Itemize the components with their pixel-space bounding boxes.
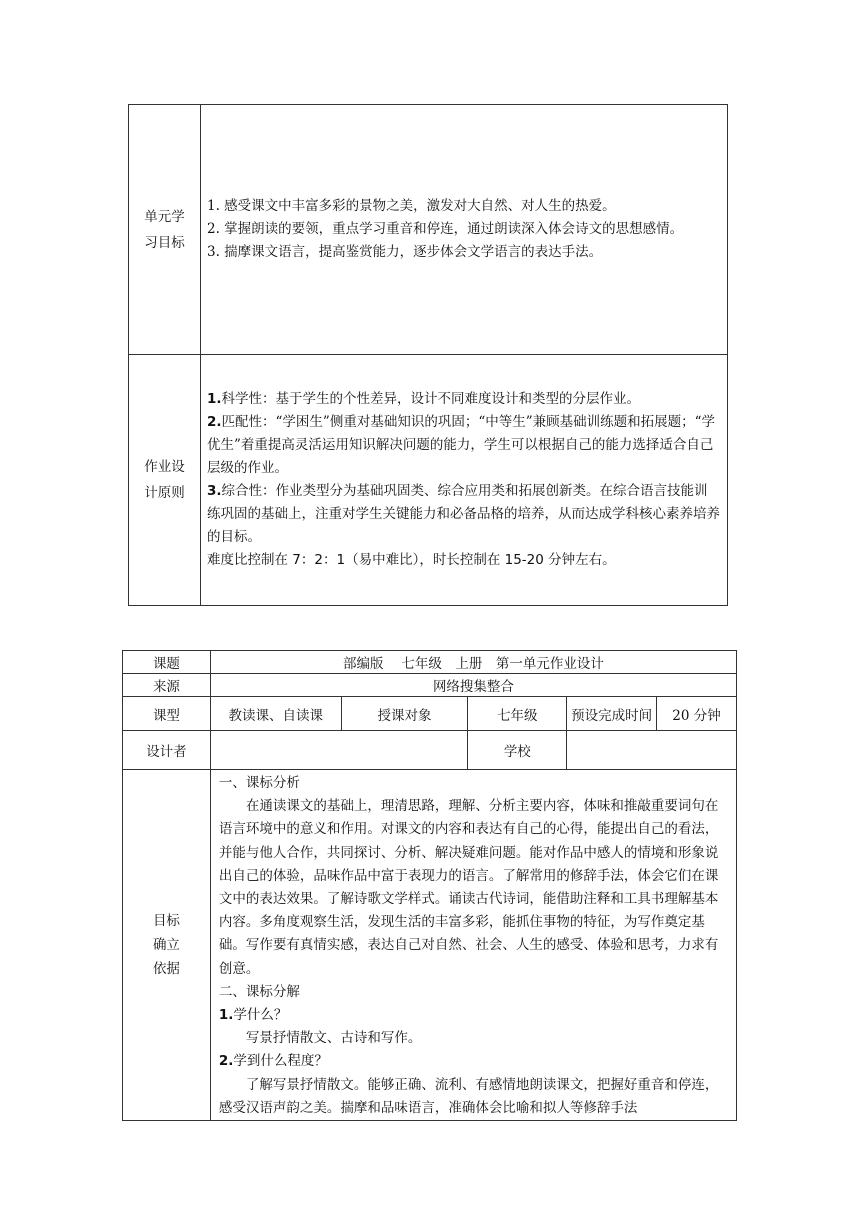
basis-label-line2: 确立 [152, 937, 180, 954]
source-row [123, 674, 737, 697]
goals-row [129, 105, 728, 355]
designer-label: 设计者 [123, 731, 211, 770]
type-value: 教读课、自读课 [210, 697, 341, 731]
principles-content-cell [201, 355, 728, 606]
audience-value: 七年级 [468, 697, 567, 731]
time-label: 预设完成时间 [567, 697, 657, 731]
goals-label-cell [129, 105, 201, 355]
basis-row [123, 770, 737, 1121]
principle-1-text: 科学性：基于学生的个性差异，设计不同难度设计和类型的分层作业。 [221, 391, 641, 407]
principle-3 [207, 480, 721, 549]
designer-value [210, 731, 468, 770]
time-value: 20 分钟 [657, 697, 737, 731]
source-value: 网络搜集整合 [210, 674, 736, 697]
basis-label-cell [123, 770, 211, 1121]
topic-row [123, 651, 737, 674]
principle-4 [207, 549, 721, 572]
answer-2: 了解写景抒情散文。能够正确、流利、有感情地朗读课文，把握好重音和停连，感受汉语声韵之美。揣摩和品味语言，准确体会比喻和拟人等修辞手法 [218, 1076, 719, 1116]
type-label: 课型 [123, 697, 211, 731]
basis-label-line1: 目标 [152, 913, 180, 930]
difficulty-mid: （易中难比），时长控制在 [345, 552, 501, 568]
goals-label-line2: 习目标 [144, 234, 185, 251]
school-value [567, 731, 737, 770]
assignment-info-table [122, 650, 737, 1121]
answer-1: 写景抒情散文、古诗和写作。 [245, 1030, 422, 1047]
principle-3-text: 综合性：作业类型分为基础巩固类、综合应用类和拓展创新类。在综合语言技能训练巩固的基础上，注重对学生关键能力和必备品格的培养，从而达成学科核心素养培养的目标。 [207, 483, 720, 545]
goal-item-3: 3. 揣摩课文语言，提高鉴赏能力，逐步体会文学语言的表达手法。 [207, 244, 603, 260]
principle-2-text: 匹配性：“学困生”侧重对基础知识的巩固；“中等生”兼顾基础训练题和拓展题；“学优生”着重提高灵活运用知识解决问题的能力，学生可以根据自己的能力选择适合自己层级的作业。 [207, 414, 716, 476]
goal-item-2: 2. 掌握朗读的要领，重点学习重音和停连，通过朗读深入体会诗文的思想感情。 [207, 221, 684, 237]
type-row [123, 697, 737, 731]
difficulty-pre: 难度比控制在 [207, 552, 288, 568]
unit-goals-table [128, 104, 728, 606]
question-1-num: 1. [218, 1007, 234, 1024]
standard-analysis-paragraph: 在通读课文的基础上，理清思路，理解、分析主要内容，体味和推敲重要词句在语言环境中的意义和作用。对课文的内容和表达有自己的心得，能提出自己的看法，并能与他人合作，共同探讨、分析、解决疑难问题。能对作品中感人的情境和形象说出自己的体验，品味作品中富于表现力的语言。了解常用的修辞手法，体会它们在课文中的表达效果。了解诗歌文学样式。诵读古代诗词，能借助注释和工具书理解基本内容。多角度观察生活，发现生活的丰富多彩，能抓住事物的特征，为写作奠定基础。写作要有真情实感，表达自己对自然、社会、人生的感受、体验和思考，力求有创意。 [218, 798, 719, 977]
audience-label: 授课对象 [341, 697, 468, 731]
basis-label [146, 909, 186, 981]
designer-row [123, 731, 737, 770]
principles-row [129, 355, 728, 606]
question-2-text: 学到什么程度？ [233, 1053, 328, 1070]
principle-3-num: 3. [207, 483, 222, 499]
goals-label-line1: 单元学 [144, 208, 185, 225]
principles-label-line1: 作业设 [144, 459, 185, 475]
principles-label [142, 454, 188, 506]
question-1 [219, 1004, 730, 1027]
difficulty-ratio: 7：2：1 [292, 552, 346, 568]
basis-label-line3: 依据 [152, 961, 180, 978]
principle-2 [207, 411, 721, 480]
topic-label: 课题 [123, 651, 211, 674]
goal-item-1: 1. 感受课文中丰富多彩的景物之美，激发对大自然、对人生的热爱。 [207, 198, 616, 214]
principle-1 [207, 388, 721, 411]
question-1-text: 学什么？ [233, 1007, 288, 1024]
goals-label [142, 204, 188, 256]
section-heading-1: 一、课标分析 [218, 775, 300, 791]
question-2-num: 2. [218, 1053, 234, 1070]
principle-1-num: 1. [207, 391, 222, 407]
difficulty-post: 分钟左右。 [548, 552, 616, 568]
school-label: 学校 [468, 731, 567, 770]
basis-content-cell [210, 770, 736, 1121]
duration-range: 15-20 [504, 552, 544, 568]
section-heading-2: 二、课标分解 [218, 983, 300, 1000]
topic-value: 部编版 七年级 上册 第一单元作业设计 [210, 651, 736, 674]
principles-label-cell [129, 355, 201, 606]
goals-content-cell [201, 105, 728, 355]
principles-label-line2: 计原则 [144, 485, 185, 501]
source-label: 来源 [123, 674, 211, 697]
principle-2-num: 2. [207, 414, 222, 430]
question-2 [219, 1050, 730, 1073]
